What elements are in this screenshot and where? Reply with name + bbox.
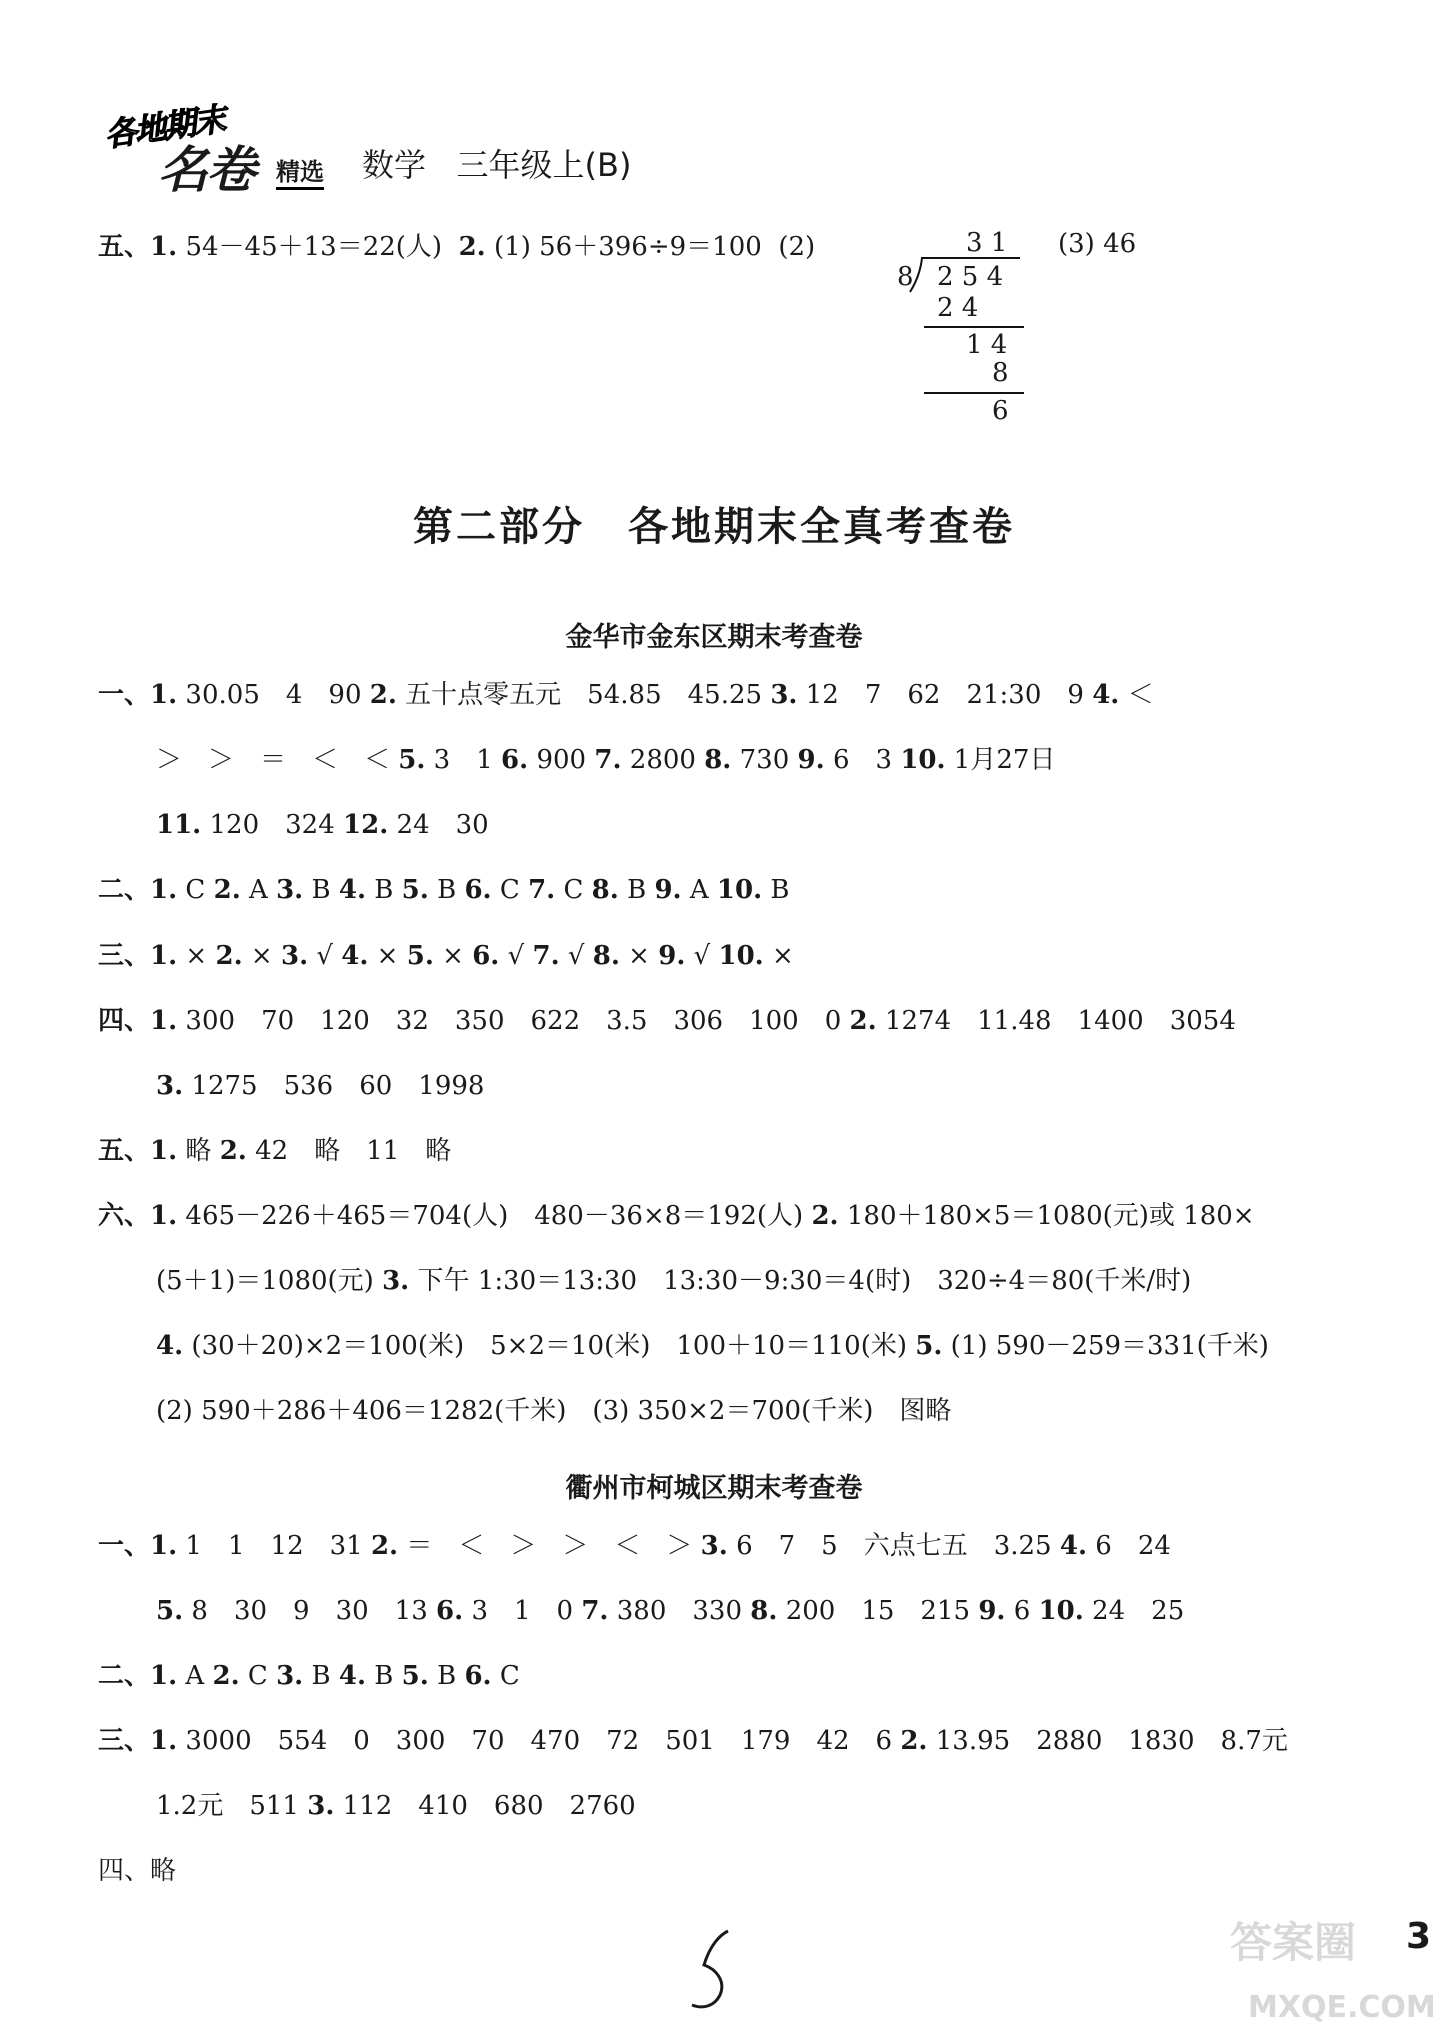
q-num: 8. — [592, 941, 620, 971]
q-num: 1. — [150, 1531, 178, 1561]
series-logo — [98, 99, 343, 199]
page-number: 3 — [1406, 1916, 1432, 1957]
q-num: 4. — [341, 941, 369, 971]
q-num: 7. — [594, 745, 622, 775]
q-num: 1. — [150, 941, 178, 971]
q-num: 11. — [156, 810, 202, 840]
answer: B — [618, 875, 655, 905]
answer: 112 410 680 2760 — [334, 1791, 636, 1821]
answer-line — [98, 1658, 520, 1694]
answer: 465－226＋465＝704(人) 480－36×8＝192(人) — [177, 1201, 812, 1231]
q-num: 1. — [150, 232, 178, 262]
q-num: 12. — [343, 810, 389, 840]
answer: (2) 590＋286＋406＝1282(千米) (3) 350×2＝700(千米) 图略 — [156, 1396, 952, 1426]
q-num: 2. — [900, 1726, 928, 1756]
q-num: 1. — [150, 1006, 178, 1036]
answer: (1) 590－259＝331(千米) — [942, 1331, 1269, 1361]
answer: × — [433, 941, 473, 971]
q-prefix: 五、 — [98, 232, 151, 262]
q-num: 三、 — [98, 941, 151, 971]
q-num: 3. — [382, 1266, 410, 1296]
q-num: 6. — [464, 1661, 492, 1691]
answer: ＝ ＜ ＞ ＞ ＜ ＞ — [398, 1531, 701, 1561]
answer: (1) 56＋396÷9＝100 — [494, 232, 762, 262]
answer: B — [428, 875, 465, 905]
q-num: 6. — [464, 875, 492, 905]
ld-step3: 8 — [992, 358, 1009, 388]
ld-rule2 — [924, 392, 1024, 394]
ld-divisor: 8 — [897, 262, 914, 292]
q-num: 5. — [156, 1596, 184, 1626]
q-num: 2. — [219, 1136, 247, 1166]
answer: 3000 554 0 300 70 470 72 501 179 42 6 — [177, 1726, 901, 1756]
answer: (5＋1)＝1080(元) — [156, 1266, 383, 1296]
q-num: 1. — [150, 1726, 178, 1756]
answer: 200 15 215 — [777, 1596, 979, 1626]
answer: C — [239, 1661, 277, 1691]
answer: × — [177, 941, 216, 971]
q-num: 2. — [215, 941, 243, 971]
q-num: 3. — [280, 941, 309, 971]
answer-line — [156, 742, 1055, 778]
answer: 五十点零五元 54.85 45.25 — [396, 680, 771, 710]
answer: ＞ ＞ ＝ ＜ ＜ — [156, 745, 399, 775]
q-num: 1. — [150, 875, 178, 905]
q-num: 3. — [156, 1071, 184, 1101]
q-num: 8. — [591, 875, 619, 905]
ld-remainder: 6 — [992, 396, 1009, 426]
answer-line — [156, 807, 489, 843]
answer: 120 324 — [201, 810, 344, 840]
q-num: 2. — [370, 1531, 399, 1561]
ld-rule1 — [924, 326, 1024, 328]
answer-line — [156, 1263, 1191, 1299]
answer-line — [98, 1133, 451, 1169]
answer: 180＋180×5＝1080(元)或 180× — [838, 1201, 1255, 1231]
answer: 8 30 9 30 13 — [183, 1596, 437, 1626]
answer: ＜ — [1119, 680, 1154, 710]
header-title — [362, 140, 631, 186]
watermark: 答案圈 — [1230, 1918, 1357, 1967]
answer: B — [303, 875, 339, 905]
handwritten-mark — [680, 1925, 740, 2015]
q-num: 5. — [406, 941, 434, 971]
answer-line — [98, 938, 794, 974]
answer: B — [303, 1661, 339, 1691]
q-num: 4. — [1059, 1531, 1088, 1561]
answer: 54－45＋13＝22(人) — [185, 232, 443, 262]
answer-line — [98, 1198, 1255, 1234]
q-num: 4. — [1092, 680, 1120, 710]
answer: 2800 — [621, 745, 705, 775]
q-num: 4. — [156, 1331, 184, 1361]
answer: 6 — [1005, 1596, 1039, 1626]
q-num: 10. — [716, 875, 763, 905]
answer: 24 30 — [388, 810, 489, 840]
answer: 略 — [177, 1136, 220, 1166]
answer: 730 — [731, 745, 798, 775]
q-num: 6. — [436, 1596, 464, 1626]
part1-q5-a3: (3) 46 — [1058, 229, 1137, 259]
q-num: 3. — [276, 875, 304, 905]
answer: B — [762, 875, 790, 905]
answer: 12 7 62 21:30 9 — [797, 680, 1093, 710]
answer: 6 24 — [1087, 1531, 1171, 1561]
answer: × — [619, 941, 659, 971]
ld-step2: 1 4 — [966, 330, 1008, 360]
q-num: 10. — [718, 941, 764, 971]
answer: A — [177, 1661, 213, 1691]
q-num: 二、 — [98, 1661, 151, 1691]
logo-line1: 各地期末 — [102, 99, 227, 155]
answer: 30.05 4 90 — [177, 680, 370, 710]
answer: (2) — [778, 232, 816, 262]
q-num: 2. — [212, 1661, 240, 1691]
q-num: 5. — [401, 875, 429, 905]
answer: 300 70 120 32 350 622 3.5 306 100 0 — [177, 1006, 850, 1036]
answer: C — [177, 875, 214, 905]
q-num: 6. — [501, 745, 529, 775]
q-num: 3. — [770, 680, 798, 710]
ld-step1: 2 4 — [937, 293, 979, 323]
answer: √ — [559, 941, 593, 971]
q-num: 五、 — [98, 1136, 151, 1166]
answer: 380 330 — [608, 1596, 751, 1626]
answer: 3 1 0 — [463, 1596, 582, 1626]
answer-line — [98, 872, 790, 908]
answer: √ — [685, 941, 719, 971]
answer-line — [98, 677, 1154, 713]
answer: A — [681, 875, 717, 905]
q-num: 9. — [654, 875, 682, 905]
answer: √ — [308, 941, 342, 971]
q-num: 2. — [811, 1201, 839, 1231]
answer: A — [240, 875, 277, 905]
answer-line — [156, 1593, 1184, 1629]
q-num: 3. — [307, 1791, 335, 1821]
paper1-title: 金华市金东区期末考查卷 — [565, 622, 863, 653]
q-num: 六、 — [98, 1201, 151, 1231]
q-num: 1. — [150, 680, 178, 710]
q-num: 5. — [401, 1661, 429, 1691]
answer: B — [366, 1661, 402, 1691]
answer: 1月27日 — [945, 745, 1056, 775]
header-subject: 数学 — [362, 146, 427, 184]
q-num: 2. — [458, 232, 486, 262]
answer: 四、略 — [98, 1856, 177, 1886]
q-num: 10. — [1038, 1596, 1084, 1626]
answer: C — [491, 875, 529, 905]
q-num: 2. — [849, 1006, 877, 1036]
answer: × — [763, 941, 794, 971]
q-num: 四、 — [98, 1006, 151, 1036]
q-num: 9. — [658, 941, 686, 971]
answer-line — [98, 1003, 1236, 1039]
ld-dividend: 2 5 4 — [937, 262, 1004, 292]
answer: 1275 536 60 1998 — [183, 1071, 485, 1101]
answer-line — [156, 1788, 636, 1824]
q-num: 1. — [150, 1661, 178, 1691]
answer: 6 7 5 六点七五 3.25 — [727, 1531, 1060, 1561]
answer: B — [428, 1661, 465, 1691]
answer-line — [98, 1528, 1171, 1564]
q-num: 8. — [704, 745, 732, 775]
answer-line — [156, 1393, 951, 1429]
answer: B — [366, 875, 402, 905]
q-num: 9. — [797, 745, 825, 775]
answer: 1274 11.48 1400 3054 — [876, 1006, 1236, 1036]
watermark-url: MXQE.COM — [1248, 1990, 1436, 2025]
answer-line — [156, 1328, 1269, 1364]
answer: 24 25 — [1083, 1596, 1185, 1626]
q-num: 5. — [915, 1331, 943, 1361]
q-num: 4. — [338, 1661, 367, 1691]
q-num: 7. — [532, 941, 560, 971]
answer: 3 1 — [425, 745, 502, 775]
answer: × — [368, 941, 407, 971]
part1-q5-line — [98, 229, 815, 265]
paper2-title: 衢州市柯城区期末考查卷 — [565, 1473, 863, 1504]
q-num: 1. — [150, 1201, 178, 1231]
q-num: 4. — [338, 875, 367, 905]
q-num: 2. — [213, 875, 241, 905]
answer-line — [98, 1723, 1288, 1759]
q-num: 7. — [528, 875, 556, 905]
answer: 42 略 11 略 — [246, 1136, 452, 1166]
logo-line2: 名卷 — [158, 141, 254, 199]
q-num: 6. — [472, 941, 500, 971]
answer: 6 3 — [824, 745, 901, 775]
answer: × — [242, 941, 281, 971]
q-num: 10. — [900, 745, 946, 775]
q-num: 一、 — [98, 680, 151, 710]
q-num: 3. — [700, 1531, 728, 1561]
answer-line — [156, 1068, 484, 1104]
q-num: 8. — [750, 1596, 778, 1626]
q-num: 9. — [978, 1596, 1006, 1626]
answer: √ — [499, 941, 533, 971]
answer: (30＋20)×2＝100(米) 5×2＝10(米) 100＋10＝110(米) — [183, 1331, 916, 1361]
q-num: 2. — [369, 680, 397, 710]
q-num: 一、 — [98, 1531, 151, 1561]
answer: 900 — [528, 745, 595, 775]
answer: 13.95 2880 1830 8.7元 — [927, 1726, 1288, 1756]
q-num: 1. — [150, 1136, 178, 1166]
answer: 1 1 12 31 — [177, 1531, 371, 1561]
q-num: 7. — [581, 1596, 609, 1626]
answer: 1.2元 511 — [156, 1791, 308, 1821]
q-num: 5. — [398, 745, 426, 775]
q-num: 二、 — [98, 875, 151, 905]
q-num: 三、 — [98, 1726, 151, 1756]
answer: C — [555, 875, 592, 905]
ld-quotient: 3 1 — [966, 228, 1008, 258]
part2-title: 第二部分 各地期末全真考查卷 — [413, 504, 1015, 550]
q-num: 3. — [276, 1661, 304, 1691]
logo-line3: 精选 — [276, 152, 324, 190]
answer: C — [491, 1661, 520, 1691]
answer: 下午 1:30＝13:30 13:30－9:30＝4(时) 320÷4＝80(千米/时) — [409, 1266, 1192, 1296]
header-grade: 三年级上(B) — [456, 146, 632, 184]
answer-line — [98, 1853, 176, 1889]
